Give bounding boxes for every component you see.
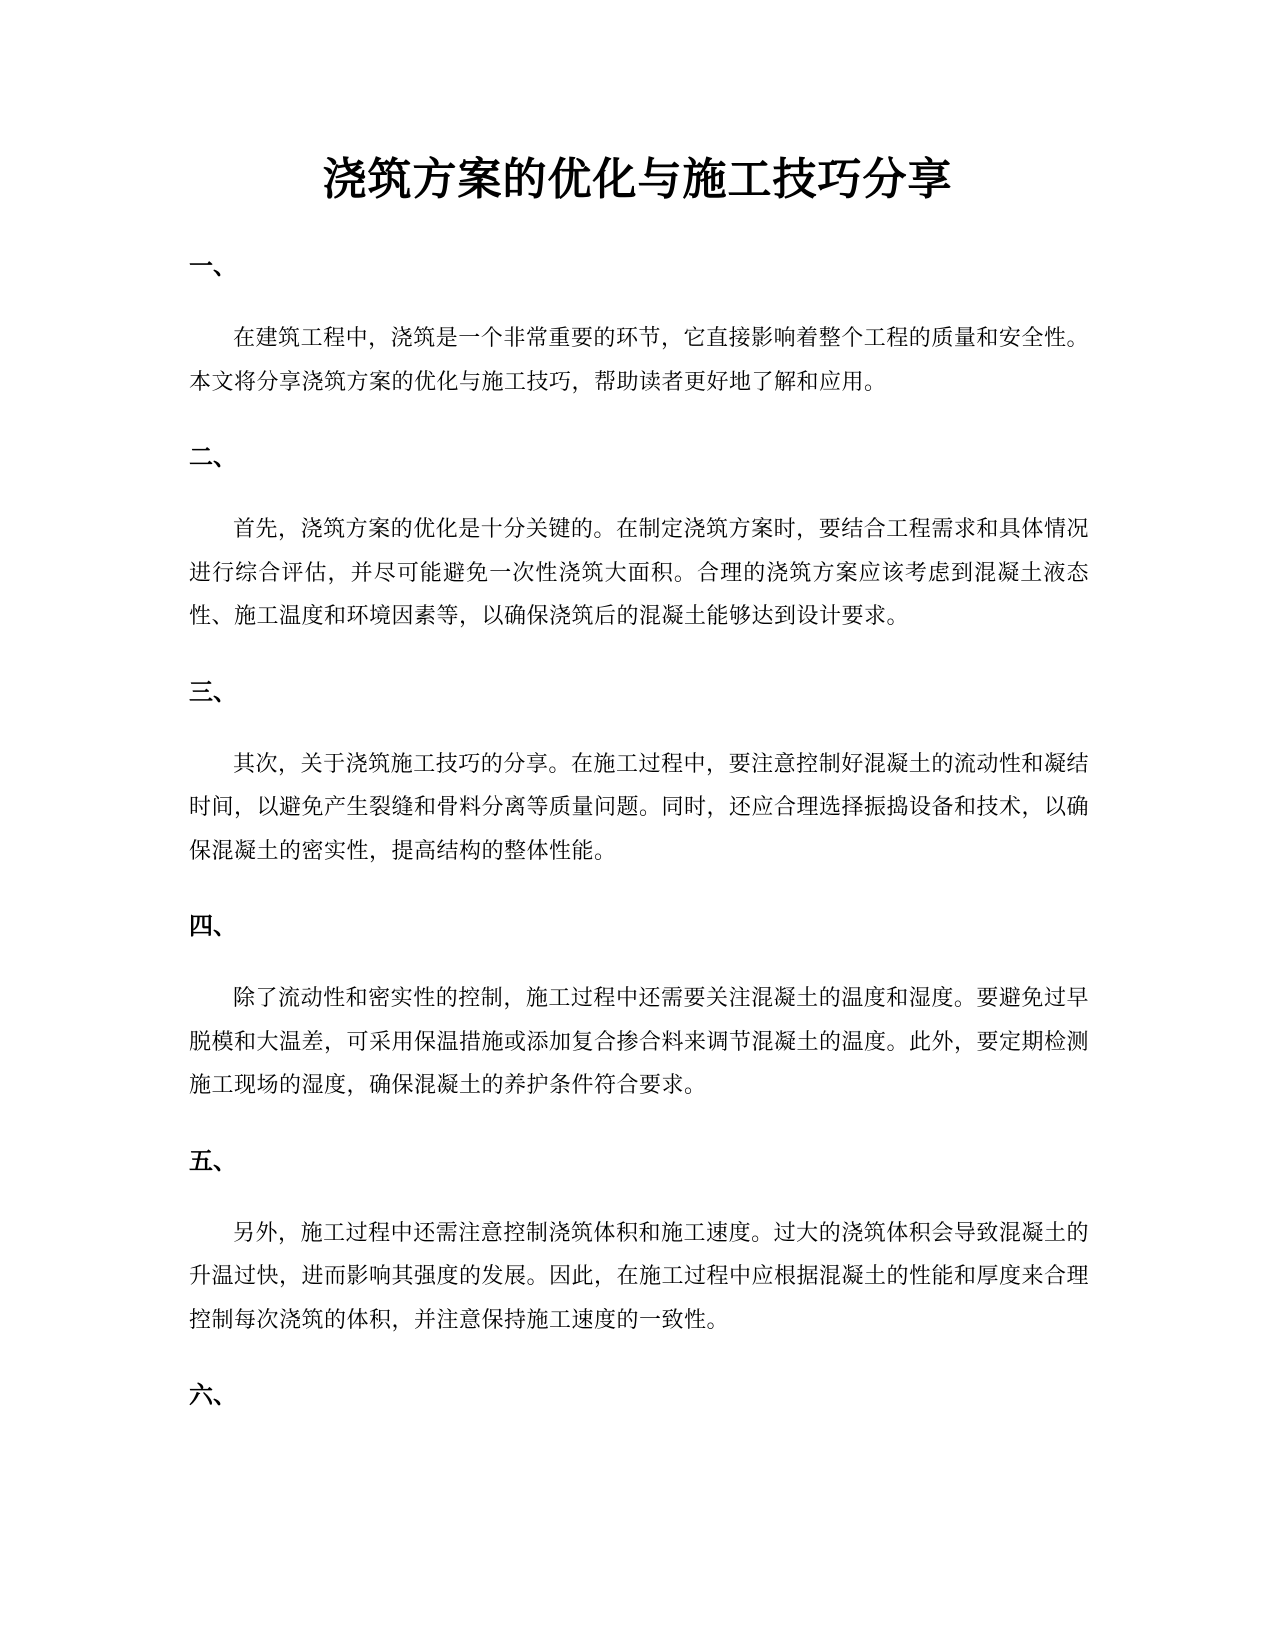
section-heading-6: 六、: [189, 1381, 237, 1409]
section-heading-2: 二、: [189, 443, 237, 471]
document-title: 浇筑方案的优化与施工技巧分享: [322, 154, 953, 205]
section-heading-1: 一、: [189, 252, 237, 280]
section-body-5: 另外，施工过程中还需注意控制浇筑体积和施工速度。过大的浇筑体积会导致混凝土的升温过快，进而影响其强度的发展。因此，在施工过程中应根据混凝土的性能和厚度来合理控制每次浇筑的体积，并注意保持施工速度的一致性。: [189, 1220, 1090, 1333]
section-body-3: 其次，关于浇筑施工技巧的分享。在施工过程中，要注意控制好混凝土的流动性和凝结时间，以避免产生裂缝和骨料分离等质量问题。同时，还应合理选择振捣设备和技术，以确保混凝土的密实性，提高结构的整体性能。: [189, 751, 1090, 864]
section-heading-3: 三、: [189, 677, 237, 706]
section-heading-4: 四、: [189, 912, 237, 940]
section-heading-5: 五、: [189, 1146, 237, 1175]
document-content: [189, 250, 1089, 1411]
section-body-4: 除了流动性和密实性的控制，施工过程中还需要关注混凝土的温度和湿度。要避免过早脱模和大温差，可采用保温措施或添加复合掺合料来调节混凝土的温度。此外，要定期检测施工现场的湿度，确保混凝土的养护条件符合要求。: [189, 986, 1090, 1098]
section-body-2: 首先，浇筑方案的优化是十分关键的。在制定浇筑方案时，要结合工程需求和具体情况进行综合评估，并尽可能避免一次性浇筑大面积。合理的浇筑方案应该考虑到混凝土液态性、施工温度和环境因素等，以确保浇筑后的混凝土能够达到设计要求。: [189, 517, 1089, 629]
section-body-1: 在建筑工程中，浇筑是一个非常重要的环节，它直接影响着整个工程的质量和安全性。本文将分享浇筑方案的优化与施工技巧，帮助读者更好地了解和应用。: [189, 326, 1089, 395]
